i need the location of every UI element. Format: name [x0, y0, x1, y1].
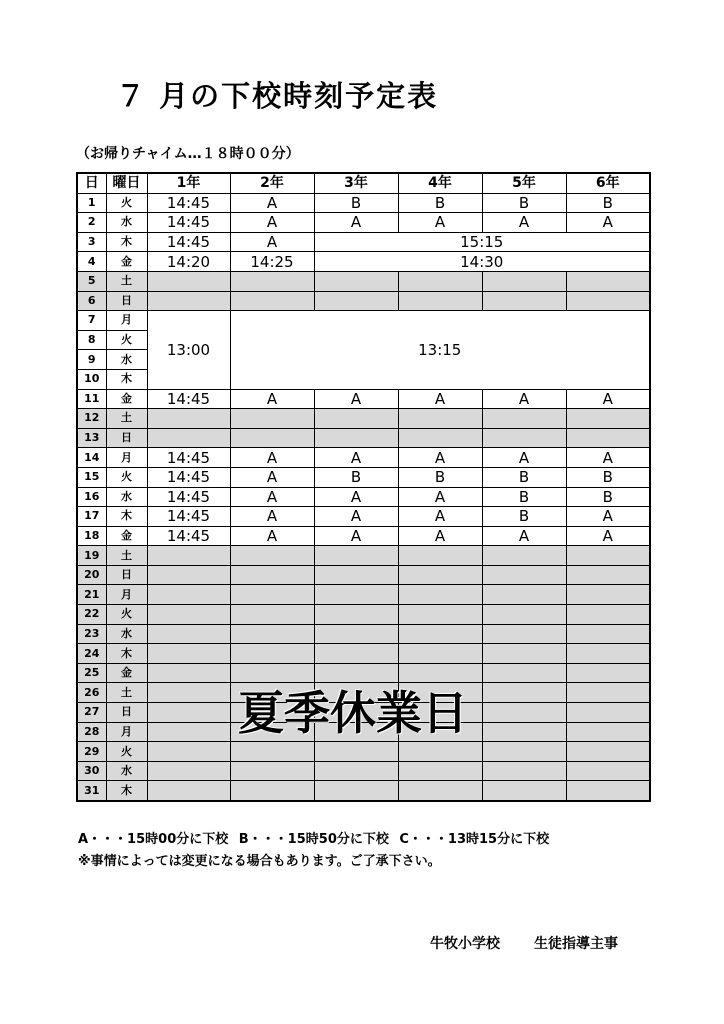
grade-cell-empty	[482, 271, 566, 291]
header-grade-1: 1年	[147, 173, 230, 193]
grade-4-time: A	[398, 213, 482, 233]
grade-2-time: A	[230, 487, 314, 507]
table-row	[77, 507, 650, 527]
weekday-cell: 火	[106, 330, 147, 350]
table-row	[77, 311, 650, 331]
grade-cell-empty	[566, 742, 650, 762]
day-cell: 22	[77, 605, 106, 625]
day-cell: 3	[77, 232, 106, 252]
grade-cell-empty	[482, 428, 566, 448]
grades-3-6-time: 15:15	[314, 232, 650, 252]
day-cell: 20	[77, 565, 106, 585]
day-cell: 24	[77, 644, 106, 664]
grade-cell-empty	[566, 428, 650, 448]
grade-6-time: A	[566, 448, 650, 468]
grade-cell-empty	[147, 742, 230, 762]
weekday-cell: 金	[106, 663, 147, 683]
grade-cell-empty	[482, 663, 566, 683]
grade-cell-empty	[147, 271, 230, 291]
grade-cell-empty	[566, 605, 650, 625]
day-cell: 10	[77, 369, 106, 389]
day-cell: 7	[77, 311, 106, 331]
merged-grades-2-6-time: 13:15	[230, 311, 650, 389]
grade-cell-empty	[398, 585, 482, 605]
grade-cell-empty	[314, 291, 398, 311]
grade-cell-empty	[147, 722, 230, 742]
grade-6-time: B	[566, 467, 650, 487]
grade-6-time: A	[566, 526, 650, 546]
grade-cell-empty	[314, 605, 398, 625]
grade-cell-empty	[398, 624, 482, 644]
table-row	[77, 742, 650, 762]
grade-cell-empty	[566, 565, 650, 585]
weekday-cell: 月	[106, 311, 147, 331]
grade-4-time: B	[398, 193, 482, 213]
grade-cell-empty	[566, 624, 650, 644]
weekday-cell: 日	[106, 428, 147, 448]
grade-cell-empty	[230, 761, 314, 781]
grade-cell-empty	[482, 546, 566, 566]
table-row	[77, 193, 650, 213]
table-row	[77, 271, 650, 291]
header-day: 日	[77, 173, 106, 193]
grade-cell-empty	[314, 585, 398, 605]
table-row	[77, 448, 650, 468]
grade-cell-empty	[398, 271, 482, 291]
grade-1-time: 14:45	[147, 389, 230, 409]
table-row	[77, 213, 650, 233]
grade-cell-empty	[147, 644, 230, 664]
day-cell: 16	[77, 487, 106, 507]
page-title: ７ 月の下校時刻予定表	[116, 79, 439, 113]
grade-2-time: A	[230, 389, 314, 409]
weekday-cell: 土	[106, 409, 147, 429]
grade-cell-empty	[147, 291, 230, 311]
grade-2-time: A	[230, 507, 314, 527]
grade-cell-empty	[314, 428, 398, 448]
table-row	[77, 252, 650, 272]
weekday-cell: 金	[106, 526, 147, 546]
grade-cell-empty	[147, 781, 230, 801]
weekday-cell: 火	[106, 605, 147, 625]
weekday-cell: 月	[106, 448, 147, 468]
day-cell: 19	[77, 546, 106, 566]
grade-cell-empty	[482, 624, 566, 644]
weekday-cell: 水	[106, 487, 147, 507]
day-cell: 29	[77, 742, 106, 762]
grade-cell-empty	[314, 409, 398, 429]
weekday-cell: 木	[106, 232, 147, 252]
grade-4-time: A	[398, 507, 482, 527]
day-cell: 28	[77, 722, 106, 742]
grade-cell-empty	[398, 644, 482, 664]
header-grade-4: 4年	[398, 173, 482, 193]
grade-cell-empty	[566, 644, 650, 664]
grade-6-time: B	[566, 193, 650, 213]
grade-cell-empty	[147, 585, 230, 605]
day-cell: 14	[77, 448, 106, 468]
grade-1-time: 14:45	[147, 487, 230, 507]
grade-cell-empty	[147, 703, 230, 723]
table-row	[77, 624, 650, 644]
weekday-cell: 月	[106, 585, 147, 605]
weekday-cell: 木	[106, 781, 147, 801]
grade-cell-empty	[398, 409, 482, 429]
day-cell: 12	[77, 409, 106, 429]
grade-cell-empty	[230, 546, 314, 566]
grade-cell-empty	[314, 546, 398, 566]
day-cell: 18	[77, 526, 106, 546]
grade-2-time: A	[230, 213, 314, 233]
grade-1-time: 14:45	[147, 526, 230, 546]
grade-5-time: B	[482, 467, 566, 487]
day-cell: 13	[77, 428, 106, 448]
weekday-cell: 日	[106, 703, 147, 723]
table-row	[77, 761, 650, 781]
weekday-cell: 日	[106, 565, 147, 585]
grade-cell-empty	[230, 742, 314, 762]
day-cell: 25	[77, 663, 106, 683]
grade-cell-empty	[314, 644, 398, 664]
day-cell: 8	[77, 330, 106, 350]
grade-cell-empty	[482, 722, 566, 742]
grade-6-time: A	[566, 507, 650, 527]
grade-cell-empty	[398, 428, 482, 448]
grade-cell-empty	[230, 781, 314, 801]
day-cell: 15	[77, 467, 106, 487]
weekday-cell: 水	[106, 761, 147, 781]
grade-cell-empty	[398, 565, 482, 585]
weekday-cell: 火	[106, 467, 147, 487]
disclaimer-note: ※事情によっては変更になる場合もあります。ご了承下さい。	[78, 854, 441, 869]
grade-cell-empty	[398, 291, 482, 311]
grade-2-time: A	[230, 232, 314, 252]
day-cell: 17	[77, 507, 106, 527]
grade-6-time: A	[566, 389, 650, 409]
table-row	[77, 565, 650, 585]
grade-1-time: 14:20	[147, 252, 230, 272]
grade-3-time: B	[314, 467, 398, 487]
grade-cell-empty	[398, 761, 482, 781]
grade-cell-empty	[566, 781, 650, 801]
grade-cell-empty	[398, 742, 482, 762]
weekday-cell: 火	[106, 742, 147, 762]
grade-cell-empty	[482, 585, 566, 605]
grade-cell-empty	[566, 546, 650, 566]
grade-3-time: A	[314, 448, 398, 468]
grade-5-time: A	[482, 389, 566, 409]
grade-cell-empty	[147, 409, 230, 429]
grade-cell-empty	[230, 291, 314, 311]
grade-cell-empty	[147, 546, 230, 566]
weekday-cell: 木	[106, 369, 147, 389]
weekday-cell: 火	[106, 193, 147, 213]
grade-6-time: A	[566, 213, 650, 233]
grade-cell-empty	[147, 428, 230, 448]
grade-cell-empty	[398, 546, 482, 566]
header-weekday: 曜日	[106, 173, 147, 193]
legend: A・・・15時00分に下校 B・・・15時50分に下校 C・・・13時15分に下校	[78, 832, 550, 847]
day-cell: 6	[77, 291, 106, 311]
grade-4-time: A	[398, 448, 482, 468]
grade-cell-empty	[482, 605, 566, 625]
weekday-cell: 水	[106, 213, 147, 233]
grade-5-time: B	[482, 487, 566, 507]
grade-cell-empty	[566, 683, 650, 703]
day-cell: 31	[77, 781, 106, 801]
grade-5-time: A	[482, 448, 566, 468]
weekday-cell: 木	[106, 507, 147, 527]
table-row	[77, 644, 650, 664]
grade-cell-empty	[482, 742, 566, 762]
grade-3-time: A	[314, 507, 398, 527]
grade-5-time: A	[482, 526, 566, 546]
grade-cell-empty	[566, 271, 650, 291]
day-cell: 5	[77, 271, 106, 291]
weekday-cell: 金	[106, 389, 147, 409]
day-cell: 26	[77, 683, 106, 703]
grade-cell-empty	[230, 409, 314, 429]
header-grade-5: 5年	[482, 173, 566, 193]
table-row	[77, 389, 650, 409]
weekday-cell: 水	[106, 350, 147, 370]
grade-3-time: A	[314, 487, 398, 507]
grade-cell-empty	[314, 271, 398, 291]
header-row	[77, 173, 650, 193]
header-grade-2: 2年	[230, 173, 314, 193]
summer-holiday-label: 夏季休業日	[238, 686, 468, 740]
grade-2-time: A	[230, 526, 314, 546]
table-row	[77, 546, 650, 566]
weekday-cell: 土	[106, 683, 147, 703]
grade-1-time: 14:45	[147, 448, 230, 468]
grade-1-time: 14:45	[147, 213, 230, 233]
grade-cell-empty	[566, 585, 650, 605]
grade-cell-empty	[482, 781, 566, 801]
grade-cell-empty	[230, 585, 314, 605]
grade-cell-empty	[482, 409, 566, 429]
grade-cell-empty	[147, 624, 230, 644]
table-row	[77, 232, 650, 252]
grade-4-time: A	[398, 526, 482, 546]
table-row	[77, 487, 650, 507]
table-row	[77, 585, 650, 605]
table-row	[77, 291, 650, 311]
grade-cell-empty	[566, 703, 650, 723]
weekday-cell: 土	[106, 271, 147, 291]
author-role: 生徒指導主事	[534, 936, 618, 952]
grade-cell-empty	[566, 663, 650, 683]
grade-4-time: B	[398, 467, 482, 487]
day-cell: 1	[77, 193, 106, 213]
grade-2-time: A	[230, 448, 314, 468]
grade-2-time: A	[230, 467, 314, 487]
grades-3-6-time: 14:30	[314, 252, 650, 272]
table-row	[77, 409, 650, 429]
grade-cell-empty	[566, 761, 650, 781]
grade-cell-empty	[398, 605, 482, 625]
grade-cell-empty	[230, 271, 314, 291]
table-row	[77, 781, 650, 801]
table-row	[77, 467, 650, 487]
grade-5-time: B	[482, 507, 566, 527]
weekday-cell: 月	[106, 722, 147, 742]
grade-6-time: B	[566, 487, 650, 507]
weekday-cell: 金	[106, 252, 147, 272]
merged-grade-1-time: 13:00	[147, 311, 230, 389]
grade-cell-empty	[147, 683, 230, 703]
table-row	[77, 428, 650, 448]
header-grade-6: 6年	[566, 173, 650, 193]
grade-cell-empty	[147, 605, 230, 625]
grade-cell-empty	[482, 683, 566, 703]
grade-4-time: A	[398, 389, 482, 409]
weekday-cell: 日	[106, 291, 147, 311]
chime-note: （お帰りチャイム…１８時００分）	[76, 146, 300, 162]
grade-4-time: A	[398, 487, 482, 507]
day-cell: 23	[77, 624, 106, 644]
grade-cell-empty	[566, 291, 650, 311]
grade-cell-empty	[482, 565, 566, 585]
day-cell: 9	[77, 350, 106, 370]
grade-cell-empty	[314, 781, 398, 801]
day-cell: 4	[77, 252, 106, 272]
grade-1-time: 14:45	[147, 507, 230, 527]
grade-cell-empty	[566, 409, 650, 429]
grade-2-time: A	[230, 193, 314, 213]
weekday-cell: 木	[106, 644, 147, 664]
grade-1-time: 14:45	[147, 232, 230, 252]
grade-3-time: B	[314, 193, 398, 213]
grade-cell-empty	[230, 428, 314, 448]
grade-5-time: B	[482, 193, 566, 213]
weekday-cell: 土	[106, 546, 147, 566]
grade-cell-empty	[314, 565, 398, 585]
grade-cell-empty	[482, 291, 566, 311]
weekday-cell: 水	[106, 624, 147, 644]
grade-cell-empty	[482, 761, 566, 781]
day-cell: 11	[77, 389, 106, 409]
grade-3-time: A	[314, 213, 398, 233]
grade-cell-empty	[147, 761, 230, 781]
grade-cell-empty	[482, 703, 566, 723]
school-name: 牛牧小学校	[430, 936, 500, 952]
grade-1-time: 14:45	[147, 193, 230, 213]
table-row	[77, 605, 650, 625]
grade-cell-empty	[566, 722, 650, 742]
grade-cell-empty	[314, 624, 398, 644]
grade-cell-empty	[147, 565, 230, 585]
header-grade-3: 3年	[314, 173, 398, 193]
grade-cell-empty	[230, 624, 314, 644]
grade-1-time: 14:45	[147, 467, 230, 487]
grade-cell-empty	[482, 644, 566, 664]
grade-3-time: A	[314, 526, 398, 546]
day-cell: 27	[77, 703, 106, 723]
grade-cell-empty	[398, 781, 482, 801]
grade-cell-empty	[230, 644, 314, 664]
day-cell: 30	[77, 761, 106, 781]
signature	[430, 933, 618, 953]
grade-cell-empty	[230, 565, 314, 585]
grade-5-time: A	[482, 213, 566, 233]
table-row	[77, 526, 650, 546]
grade-cell-empty	[147, 663, 230, 683]
grade-cell-empty	[230, 605, 314, 625]
grade-3-time: A	[314, 389, 398, 409]
day-cell: 2	[77, 213, 106, 233]
grade-cell-empty	[314, 742, 398, 762]
grade-cell-empty	[314, 761, 398, 781]
grade-2-time: 14:25	[230, 252, 314, 272]
day-cell: 21	[77, 585, 106, 605]
